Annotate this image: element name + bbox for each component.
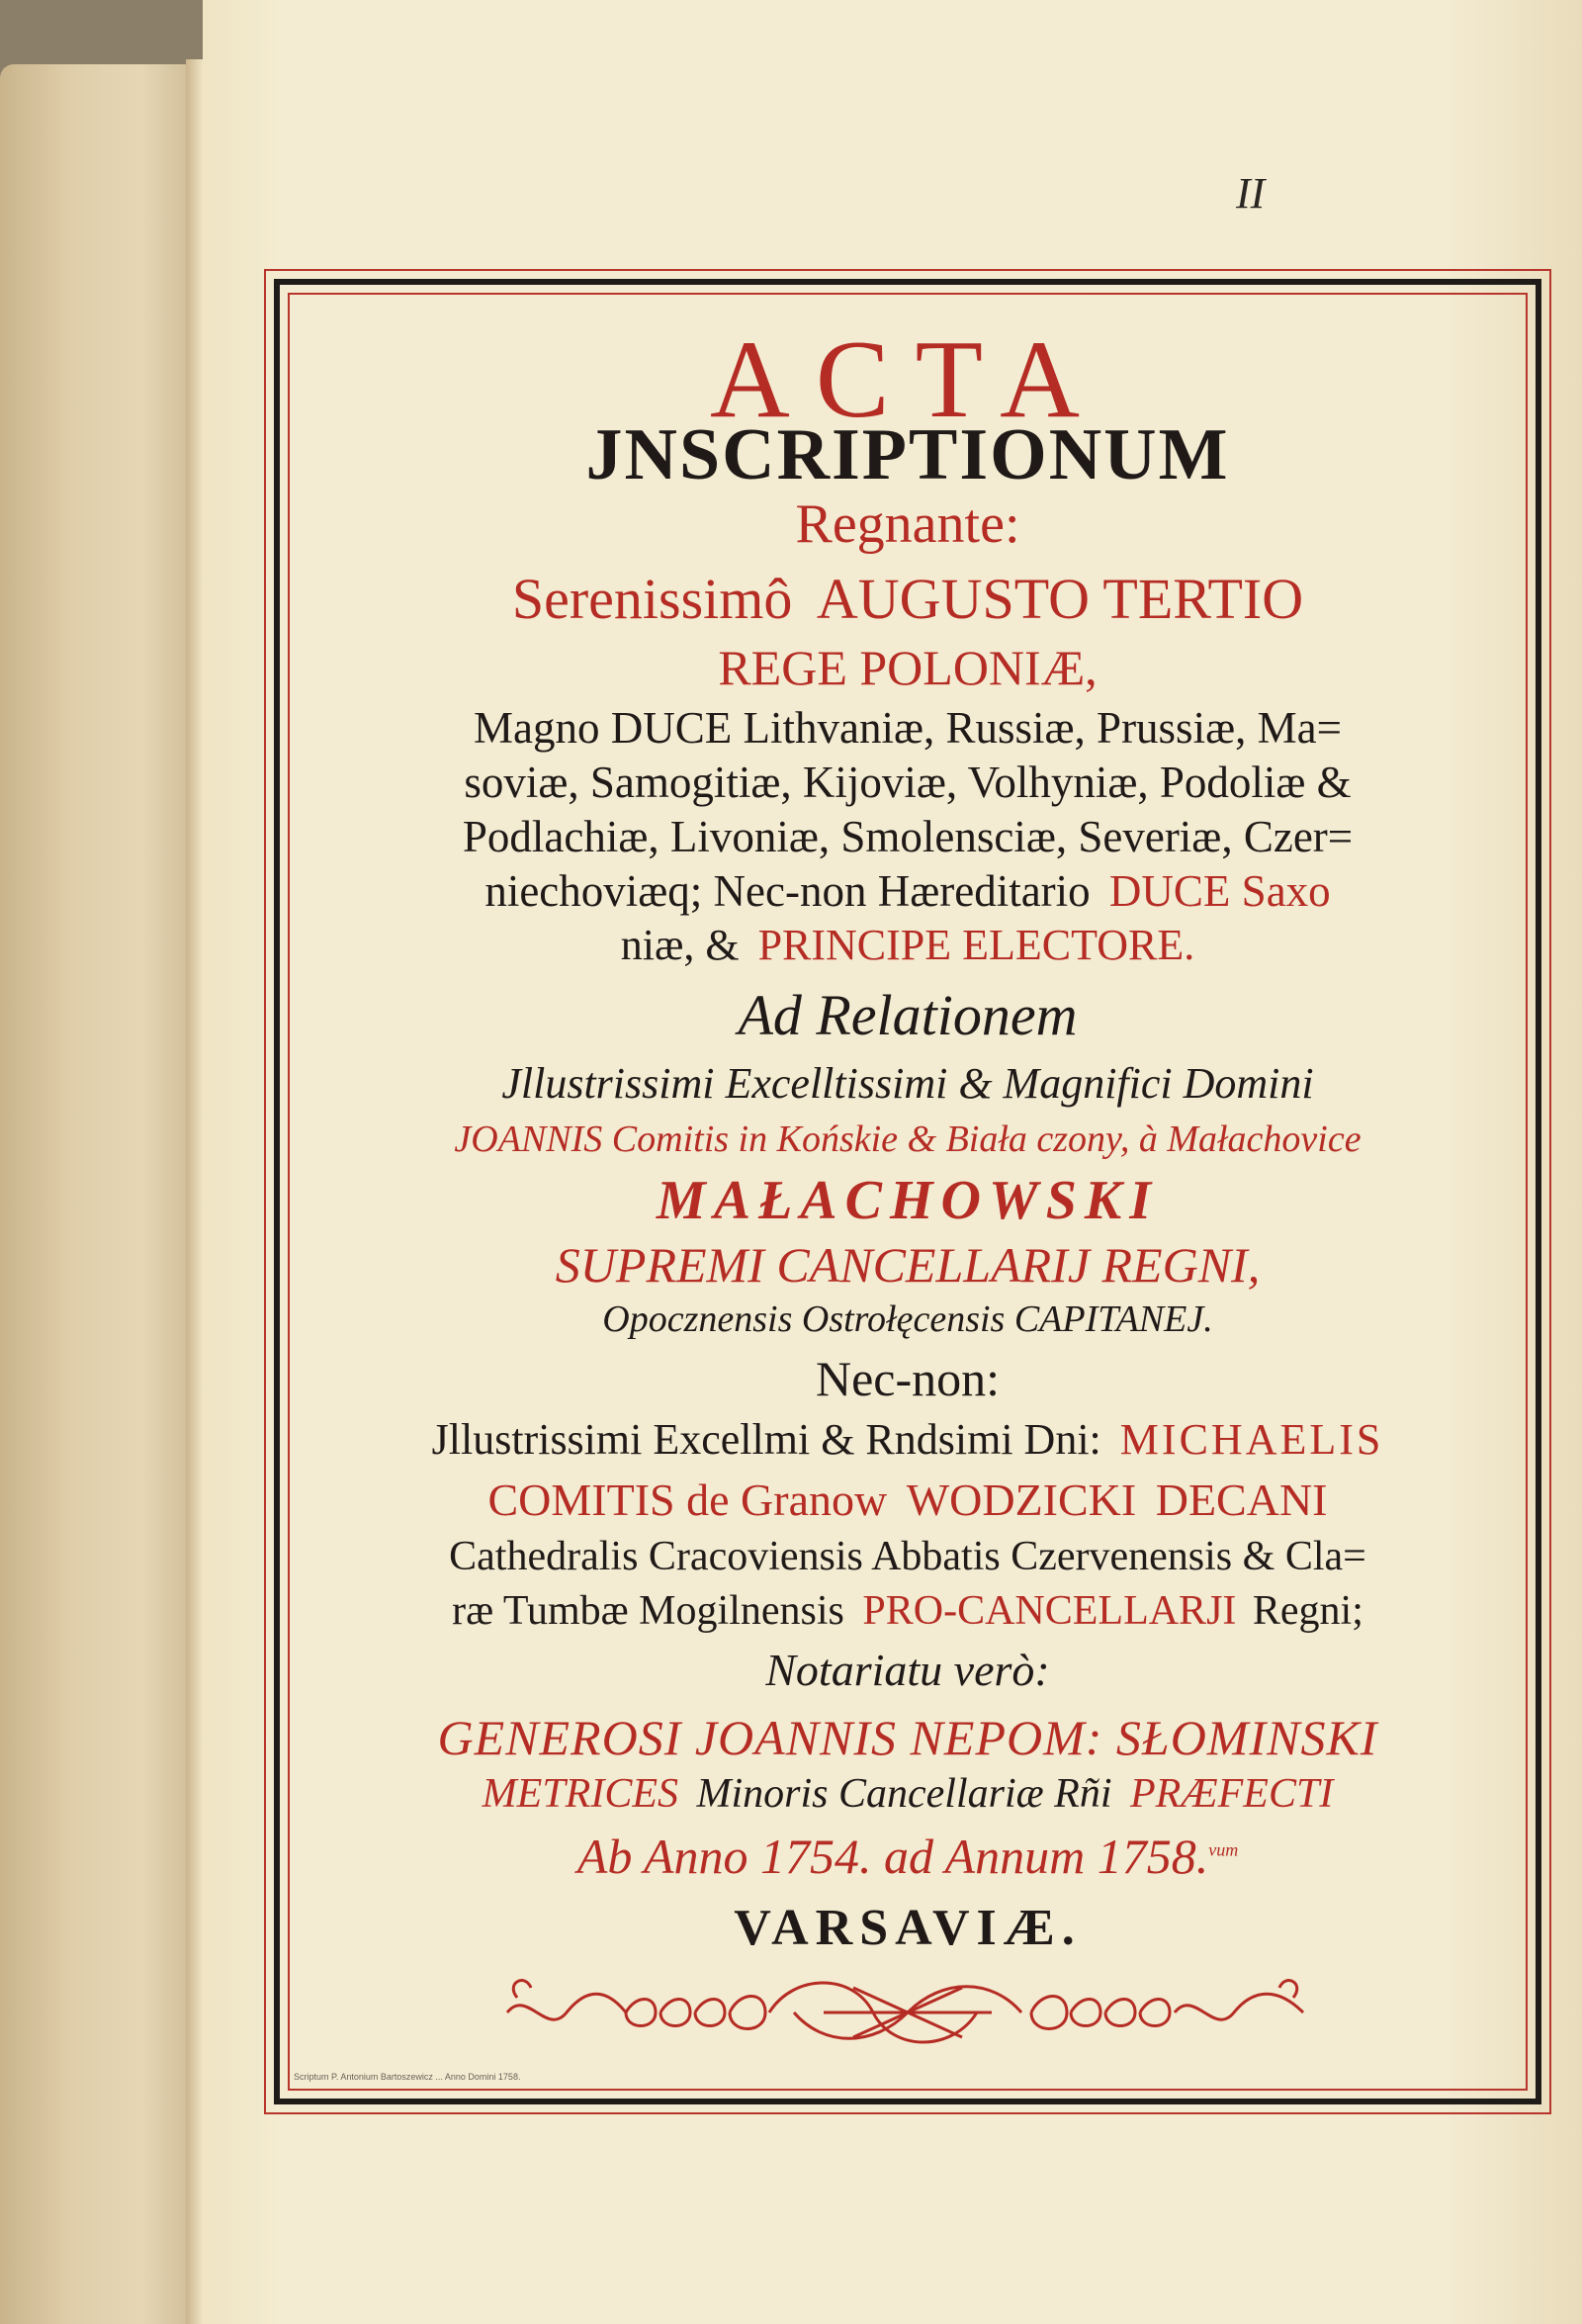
line-metrices <box>288 1770 1528 1818</box>
line-varsaviae: VARSAVIÆ. <box>734 1900 1082 1956</box>
line-ab-anno <box>288 1828 1528 1885</box>
minoris-cancellariae: Minoris Cancellariæ Rñi <box>696 1771 1112 1817</box>
line-niechoviae <box>288 865 1528 917</box>
line-jllustrissimi-michaelis <box>288 1414 1528 1465</box>
decani: DECANI <box>1155 1475 1328 1525</box>
line-opocznensis: Opocznensis Ostrołęcensis CAPITANEJ. <box>602 1298 1213 1340</box>
line-nec-non: Nec-non: <box>815 1351 1001 1406</box>
line-rege-poloniae: REGE POLONIÆ, <box>718 640 1098 695</box>
ab-anno-superscript: vum <box>1208 1839 1239 1860</box>
line-generosi: GENEROSI JOANNIS NEPOM: SŁOMINSKI <box>437 1710 1378 1765</box>
excellmi-text: Jllustrissimi Excellmi & Rndsimi Dni: <box>431 1415 1101 1464</box>
line-ad-relationem: Ad Relationem <box>738 983 1078 1047</box>
duce-saxo: DUCE Saxo <box>1108 866 1331 916</box>
line-joannis-comitis: JOANNIS Comitis in Końskie & Biała czony, à Małachovice <box>454 1118 1362 1160</box>
wodzicki: WODZICKI <box>906 1475 1137 1525</box>
metrices: METRICES <box>482 1771 678 1817</box>
folio-mark: II <box>1236 169 1266 218</box>
niechoviae-text: niechoviæq; Nec-non Hæreditario <box>484 866 1091 916</box>
facing-page <box>0 64 203 2324</box>
line-comitis-wodzicki <box>288 1474 1528 1526</box>
line-illustrissimi: Jllustrissimi Excelltissimi & Magnifici Domini <box>501 1059 1314 1108</box>
line-principe-electore <box>288 920 1528 970</box>
line-magno-duce: Magno DUCE Lithvaniæ, Russiæ, Prussiæ, Ma= <box>474 703 1342 753</box>
pro-cancellarji: PRO-CANCELLARJI <box>862 1588 1237 1634</box>
tumbae-mogilnensis: ræ Tumbæ Mogilnensis <box>452 1588 844 1634</box>
michaelis: MICHAELIS <box>1119 1415 1384 1464</box>
line-supremi-cancellarij: SUPREMI CANCELLARIJ REGNI, <box>555 1237 1261 1293</box>
line-notariatu: Notariatu verò: <box>765 1645 1050 1695</box>
title-acta: ACTA <box>710 318 1105 441</box>
line-serenissimo <box>288 566 1528 632</box>
serenissimo: Serenissimô <box>511 567 793 631</box>
principe-electore: PRINCIPE ELECTORE. <box>757 921 1195 969</box>
ab-anno-text: Ab Anno 1754. ad Annum 1758. <box>576 1829 1209 1884</box>
scribe-footnote: Scriptum P. Antonium Bartoszewicz ... Anno Domini 1758. <box>294 2072 521 2082</box>
comitis-de-granow: COMITIS de Granow <box>487 1475 888 1525</box>
line-podlachiae: Podlachiæ, Livoniæ, Smolensciæ, Severiæ, Czer= <box>462 812 1354 861</box>
augusto-tertio: AUGUSTO TERTIO <box>816 567 1304 631</box>
title-inscriptionum: JNSCRIPTIONUM <box>585 414 1230 495</box>
title-regnante: Regnante: <box>795 493 1020 555</box>
line-malachowski: MAŁACHOWSKI <box>656 1170 1160 1231</box>
line-pro-cancellarji <box>288 1587 1528 1635</box>
praefecti: PRÆFECTI <box>1129 1771 1334 1817</box>
flourish-ornament <box>497 1968 1318 2057</box>
niae-and: niæ, & <box>620 921 740 969</box>
regni: Regni; <box>1252 1588 1363 1634</box>
title-page <box>203 0 1582 2324</box>
line-cathedralis: Cathedralis Cracoviensis Abbatis Czervenensis & Cla= <box>449 1534 1366 1579</box>
line-soviae: soviæ, Samogitiæ, Kijoviæ, Volhyniæ, Podoliæ & <box>464 758 1352 807</box>
